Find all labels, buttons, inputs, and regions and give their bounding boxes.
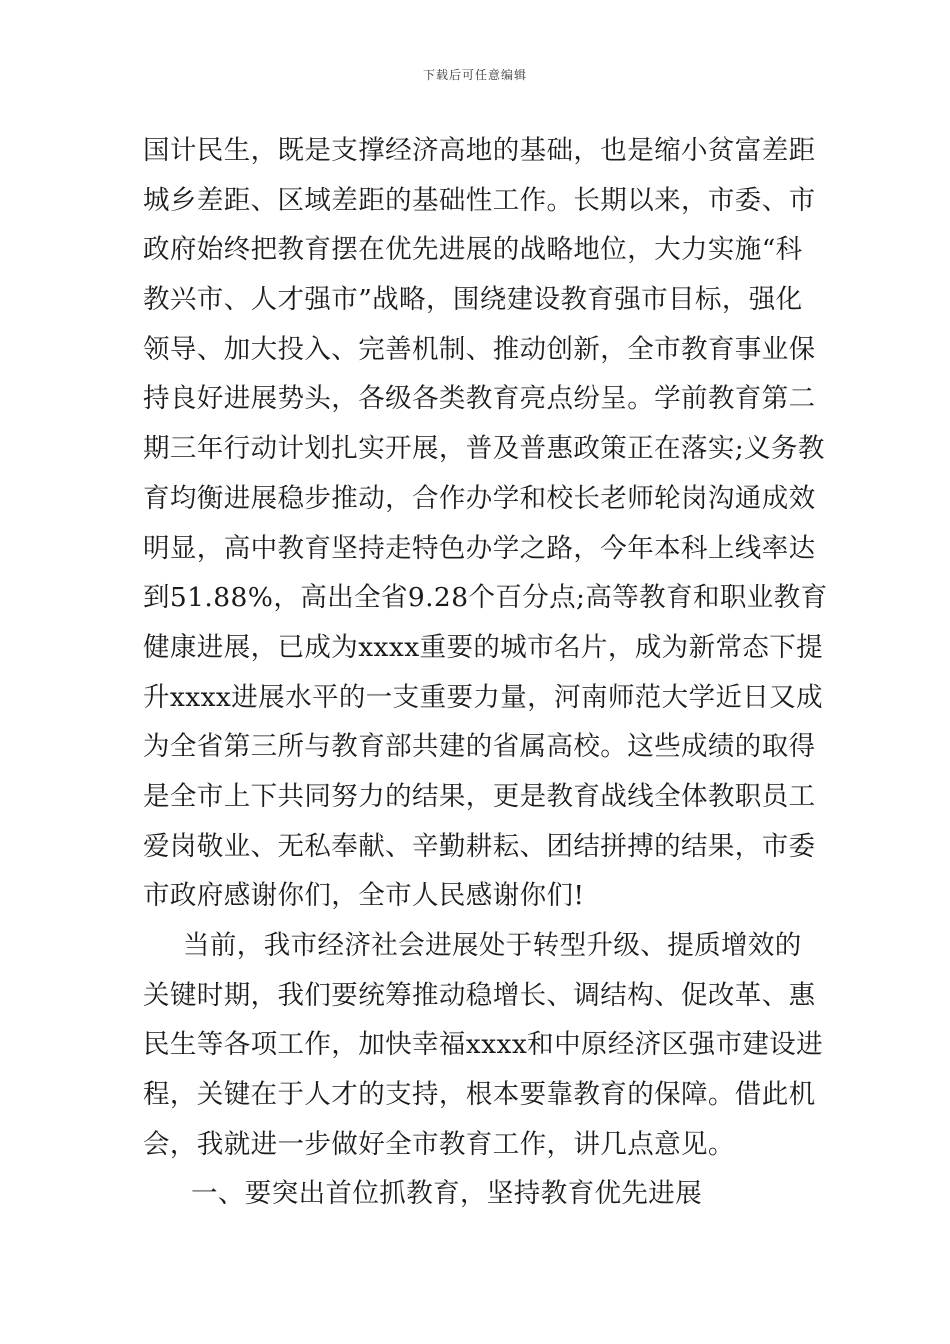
text-line: 升xxxx进展水平的一支重要力量，河南师范大学近日又成 — [143, 681, 824, 713]
paragraph-2 — [143, 921, 824, 1169]
text-line: 领导、加大投入、完善机制、推动创新，全市教育事业保 — [143, 333, 816, 365]
text-line: 期三年行动计划扎实开展，普及普惠政策正在落实;义务教 — [143, 433, 825, 465]
text-line: 会，我就进一步做好全市教育工作，讲几点意见。 — [143, 1128, 735, 1160]
body-text — [143, 126, 828, 1219]
text-line: 爱岗敬业、无私奉献、辛勤耕耘、团结拼搏的结果，市委 — [143, 830, 816, 862]
section-heading-text: 一、要突出首位抓教育，坚持教育优先进展 — [191, 1178, 703, 1210]
header-note: 下载后可任意编辑 — [422, 68, 527, 82]
paragraph-1 — [143, 126, 828, 921]
text-line: 明显，高中教育坚持走特色办学之路，今年本科上线率达 — [143, 532, 816, 564]
text-line: 健康进展，已成为xxxx重要的城市名片，成为新常态下提 — [143, 631, 824, 663]
text-line: 为全省第三所与教育部共建的省属高校。这些成绩的取得 — [143, 731, 816, 763]
text-line: 是全市上下共同努力的结果，更是教育战线全体教职员工 — [143, 780, 816, 812]
text-line: 市政府感谢你们，全市人民感谢你们! — [143, 880, 585, 912]
text-line: 育均衡进展稳步推动，合作办学和校长老师轮岗沟通成效 — [143, 482, 816, 514]
text-line: 程，关键在于人才的支持，根本要靠教育的保障。借此机 — [143, 1079, 816, 1111]
text-line: 国计民生，既是支撑经济高地的基础，也是缩小贫富差距 — [143, 135, 816, 166]
text-line: 当前，我市经济社会进展处于转型升级、提质增效的 — [183, 930, 802, 961]
text-line: 政府始终把教育摆在优先进展的战略地位，大力实施“科 — [143, 234, 803, 266]
section-heading — [143, 1169, 807, 1219]
text-line: 民生等各项工作，加快幸福xxxx和中原经济区强市建设进 — [143, 1029, 824, 1061]
text-line: 城乡差距、区域差距的基础性工作。长期以来，市委、市 — [143, 184, 816, 216]
text-line: 到51.88%，高出全省9.28个百分点;高等教育和职业教育 — [143, 582, 828, 614]
text-line: 教兴市、人才强市”战略，围绕建设教育强市目标，强化 — [143, 284, 803, 316]
text-line: 持良好进展势头，各级各类教育亮点纷呈。学前教育第二 — [143, 383, 816, 415]
text-line: 关键时期，我们要统筹推动稳增长、调结构、促改革、惠 — [143, 979, 816, 1011]
